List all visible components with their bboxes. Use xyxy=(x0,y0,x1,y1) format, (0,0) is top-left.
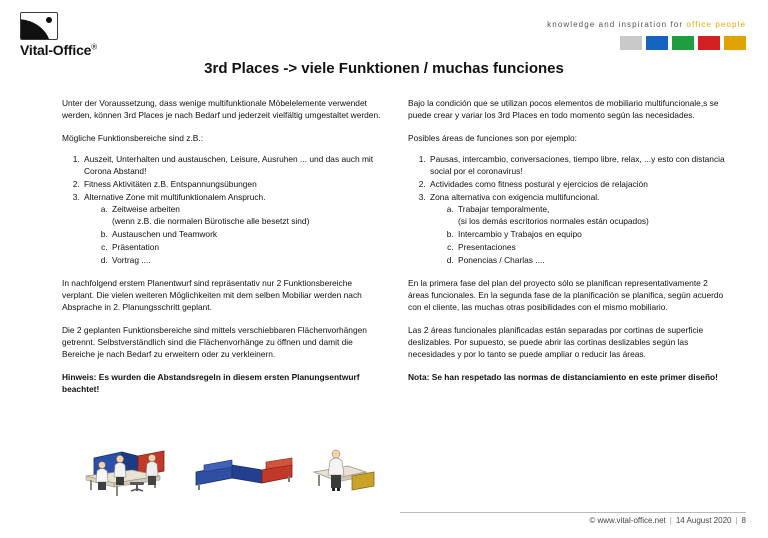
footer-page-number: 8 xyxy=(741,516,746,525)
right-alpha-list xyxy=(430,204,728,267)
logo-wordmark-text: Vital-Office xyxy=(20,42,92,58)
illustration-right-group xyxy=(314,450,374,491)
footer-info xyxy=(589,516,746,525)
list-item-note: (wenn z.B. die normalen Bürotische alle besetzt sind) xyxy=(112,216,310,227)
color-swatch-yellow xyxy=(724,36,746,50)
text-column-spanish xyxy=(408,98,728,395)
left-intro-paragraph: Unter der Voraussetzung, dass wenige multifunktionale Möbelelemente verwendet werden, können 3rd Places je nach Bedarf und jederzeit vielfältig umgestaltet werden. xyxy=(62,98,381,120)
footer-copyright: © www.vital-office.net xyxy=(589,516,666,525)
page-header xyxy=(0,0,768,58)
right-note: Nota: Se han respetado las normas de distanciamiento en este primer diseño! xyxy=(408,371,718,382)
footer-date: 14 August 2020 xyxy=(675,516,732,525)
left-alpha-list xyxy=(84,204,382,267)
left-paragraph-3: Die 2 geplanten Funktionsbereiche sind mittels verschiebbaren Flächenvorhängen getrennt. Selbstverständlich sind die Flächenvorhänge zu öffnen und damit die Bereiche je nach Bedarf zu erweitern oder zu verkleinern. xyxy=(62,324,367,359)
color-swatch-green xyxy=(672,36,694,50)
list-item xyxy=(110,204,382,228)
color-swatch-grey xyxy=(620,36,642,50)
list-item: d. Vortrag .... xyxy=(110,255,382,267)
illustration-center-group xyxy=(196,458,292,490)
list-item xyxy=(428,192,728,268)
list-item-label: Alternative Zone mit multifunktionalem Anspruch. xyxy=(84,191,266,202)
color-swatch-blue xyxy=(646,36,668,50)
right-paragraph-3: Las 2 áreas funcionales planificadas están separadas por cortinas de superficie deslizables. Por supuesto, se puede abrir las cortinas deslizables según las necesidades y por lo tanto se puede ampliar o reducir las áreas. xyxy=(408,324,704,359)
furniture-illustration xyxy=(56,432,392,502)
left-lead-paragraph: Mögliche Funktionsbereiche sind z.B.: xyxy=(62,132,204,143)
list-item-note: (si los demás escritorios normales están ocupados) xyxy=(458,216,649,227)
list-item xyxy=(82,192,382,268)
footer-separator-1: | xyxy=(669,516,672,525)
left-numbered-list xyxy=(62,154,382,267)
list-item: 2. Actividades como fitness postural y ejercicios de relajación xyxy=(428,179,728,191)
logo-registered-mark: ® xyxy=(91,42,97,52)
page-footer xyxy=(0,512,768,530)
list-item: c. Presentaciones xyxy=(456,242,728,254)
list-item: b. Intercambio y Trabajos en equipo xyxy=(456,229,728,241)
right-numbered-list xyxy=(408,154,728,267)
brand-logo xyxy=(20,12,140,58)
text-column-german xyxy=(62,98,382,406)
list-item: 2. Fitness Aktivitäten z.B. Entspannungsübungen xyxy=(82,179,382,191)
tagline-accent-text: office people xyxy=(686,20,746,29)
list-item: d. Ponencias / Charlas .... xyxy=(456,255,728,267)
left-paragraph-2: In nachfolgend erstem Planentwurf sind repräsentativ nur 2 Funktionsbereiche verplant. Die vielen weiteren Möglichkeiten mit dem selben Mobiliar werden nach Absprache in 2. Planungsschritt geplant. xyxy=(62,278,362,312)
list-item-label: Zeitweise arbeiten xyxy=(112,204,180,215)
illustration-left-group xyxy=(86,451,164,496)
list-item-label: Trabajar temporalmente, xyxy=(458,204,550,215)
left-note: Hinweis: Es wurden die Abstandsregeln in diesem ersten Planungsentwurf beachtet! xyxy=(62,371,360,394)
list-item: c. Präsentation xyxy=(110,242,382,254)
list-item: 1. Auszeit, Unterhalten und austauschen, Leisure, Ausruhen ... und das auch mit Corona Abstand! xyxy=(82,154,382,178)
right-lead-paragraph: Posibles áreas de funciones son por ejemplo: xyxy=(408,132,577,143)
list-item: 1. Pausas, intercambio, conversaciones, tiempo libre, relax, ...y esto con distancia social por el coronavirus! xyxy=(428,154,728,178)
footer-divider xyxy=(400,512,746,513)
right-paragraph-2: En la primera fase del plan del proyecto sólo se planifican representativamente 2 áreas funcionales. En la segunda fase de la planificación se planifica, según acuerdo con el cliente, las muchas otras posibilidades con el mismo mobiliario. xyxy=(408,278,724,312)
logo-icon xyxy=(20,12,58,40)
header-tagline xyxy=(547,20,746,29)
logo-wordmark xyxy=(20,42,140,58)
color-swatch-red xyxy=(698,36,720,50)
tagline-text: knowledge and inspiration for xyxy=(547,20,687,29)
list-item-label: Zona alternativa con exigencia multifuncional. xyxy=(430,191,600,202)
right-intro-paragraph: Bajo la condición que se utilizan pocos elementos de mobiliario multifuncionale,s se puede crear y variar los 3rd Places en todo momento según las necesidades. xyxy=(408,98,719,120)
list-item: b. Austauschen und Teamwork xyxy=(110,229,382,241)
brand-color-swatches xyxy=(620,36,746,50)
footer-separator-2: | xyxy=(735,516,738,525)
list-item xyxy=(456,204,728,228)
page-title: 3rd Places -> viele Funktionen / muchas funciones xyxy=(204,60,564,77)
